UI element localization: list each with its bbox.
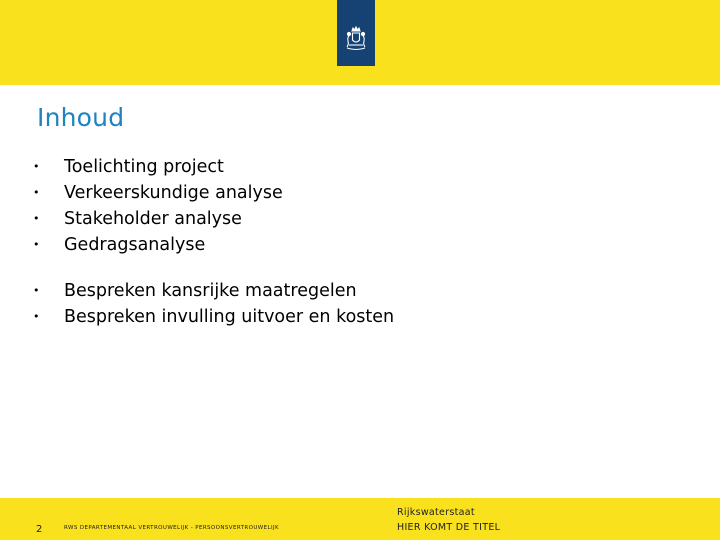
bullet-icon: • — [33, 238, 40, 251]
list-item-label: Stakeholder analyse — [64, 209, 242, 229]
list-item — [30, 154, 394, 180]
bullet-icon: • — [33, 160, 40, 173]
bullet-icon: • — [33, 186, 40, 199]
list-item-label: Bespreken kansrijke maatregelen — [64, 281, 357, 301]
bullet-icon: • — [33, 212, 40, 225]
presentation-title: HIER KOMT DE TITEL — [397, 522, 501, 533]
list-item — [30, 180, 394, 206]
bullet-icon: • — [33, 310, 40, 323]
bullet-icon: • — [33, 284, 40, 297]
classification-label: RWS DEPARTEMENTAAL VERTROUWELIJK - PERSOONSVERTROUWELIJK — [64, 525, 280, 531]
list-item-label: Verkeerskundige analyse — [64, 183, 283, 203]
organization-name: Rijkswaterstaat — [397, 507, 475, 518]
header-bar — [0, 0, 720, 85]
slide-title: Inhoud — [37, 103, 125, 132]
coat-of-arms-icon — [337, 0, 375, 66]
list-item-label: Gedragsanalyse — [64, 235, 206, 255]
footer-bar — [0, 498, 720, 540]
list-item — [30, 232, 394, 258]
list-item — [30, 304, 394, 330]
page-number: 2 — [36, 524, 43, 535]
list-item — [30, 206, 394, 232]
list-item — [30, 278, 394, 304]
list-item-label: Toelichting project — [64, 157, 224, 177]
agenda-list — [30, 154, 394, 330]
list-item-label: Bespreken invulling uitvoer en kosten — [64, 307, 395, 327]
logo — [337, 0, 375, 66]
